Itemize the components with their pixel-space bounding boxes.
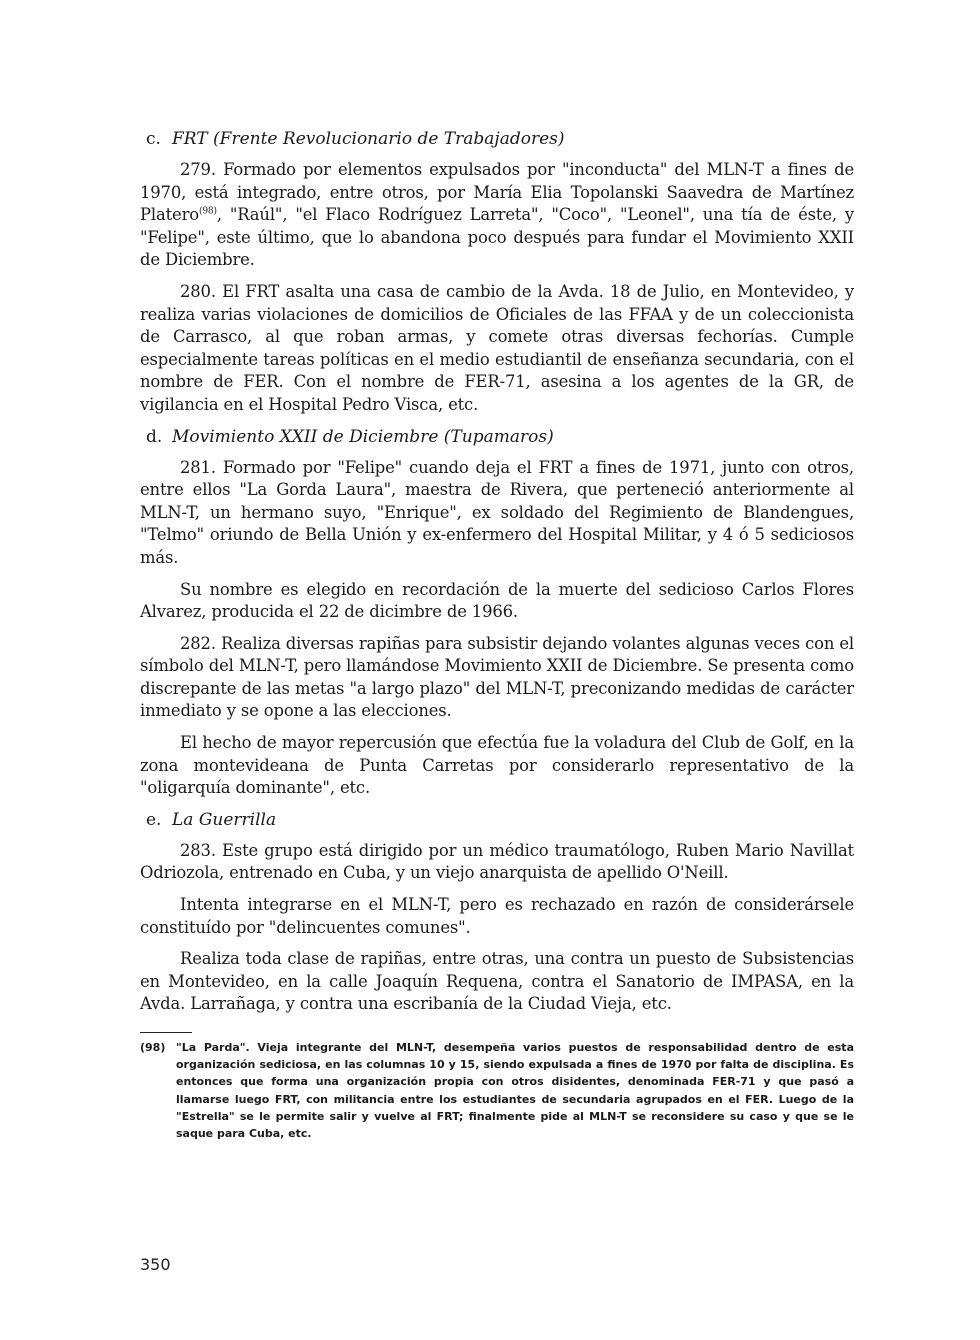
paragraph-number: 282. [180,633,216,653]
footnote-98 [140,1039,854,1142]
section-letter: e. [146,809,162,830]
section-letter: d. [146,426,163,447]
paragraph-text: Realiza diversas rapiñas para subsistir dejando volantes algunas veces con el símbolo del MLN-T, pero llamándose Movimiento XXII de Diciembre. Se presenta como discrepante de las metas "a largo plazo" del MLN-T, preconizando medidas de carácter inmediato y se opone a las elecciones. [140,633,855,721]
paragraph-text: Formado por elementos expulsados por "inconducta" del MLN-T a fines de 1970, está integrado, entre otros, por María Elia Topolanski Saavedra de Martínez Platero [140,160,854,225]
paragraph-283-continued: Intenta integrarse en el MLN-T, pero es rechazado en razón de considerársele constituído por "delincuentes comunes". [140,895,854,937]
paragraph-text: Este grupo está dirigido por un médico traumatólogo, Ruben Mario Navillat Odriozola, entrenado en Cuba, y un viejo anarquista de apellido O'Neill. [140,840,854,883]
section-title: La Guerrilla [172,809,277,830]
section-heading-c [140,128,854,150]
paragraph-number: 283. [180,840,216,860]
footnote-divider [140,1032,192,1033]
footnote-text: "La Parda". Vieja integrante del MLN-T, desempeña varios puestos de responsabilidad dentro de esta organización sediciosa, en las columnas 10 y 15, siendo expulsada a fines de 1970 por falta de disciplina. Es entonces que forma una organización propia con otros disidentes, denominada FER-71 y que pasó a llamarse luego FRT, con militancia entre los estudiantes de secundaria agrupados en el FER. Luego de la "Estrella" se le permite salir y vuelve al FRT; finalmente pide al MLN-T se reconsidere su caso y que se le saque para Cuba, etc. [176,1041,854,1141]
paragraph-number: 279. [180,160,216,179]
paragraph-280 [140,281,854,417]
page-body [140,128,854,1142]
paragraph-279 [140,159,854,272]
page-number: 350 [140,1255,171,1274]
paragraph-282 [140,633,854,723]
footnote-number: (98) [140,1041,166,1054]
section-heading-d [140,426,854,448]
paragraph-281-continued: Su nombre es elegido en recordación de la muerte del sedicioso Carlos Flores Alvarez, producida el 22 de dicimbre de 1966. [140,579,854,622]
paragraph-number: 281. [180,457,216,477]
paragraph-283-continued-2: Realiza toda clase de rapiñas, entre otras, una contra un puesto de Subsistencias en Montevideo, en la calle Joaquín Requena, contra el Sanatorio de IMPASA, en la Avda. Larrañaga, y contra una escribanía de la Ciudad Vieja, etc. [140,949,854,1014]
section-letter: c. [146,129,161,149]
paragraph-283 [140,840,854,885]
paragraph-text-cont: , "Raúl", "el Flaco Rodríguez Larreta", "Coco", "Leonel", una tía de éste, y "Felipe", este último, que lo abandona poco después para fundar el Movimiento XXII de Diciembre. [140,205,854,270]
paragraph-281 [140,457,854,570]
paragraph-282-continued: El hecho de mayor repercusión que efectúa fue la voladura del Club de Golf, en la zona montevideana de Punta Carretas por considerarlo representativo de la "oligarquía dominante", etc. [140,733,854,798]
section-title: Movimiento XXII de Diciembre (Tupamaros) [172,426,554,447]
paragraph-text: Formado por "Felipe" cuando deja el FRT a fines de 1971, junto con otros, entre ellos "La Gorda Laura", maestra de Rivera, que perteneció anteriormente al MLN-T, un hermano suyo, "Enrique", ex soldado del Regimiento de Blandengues, "Telmo" oriundo de Bella Unión y ex-enfermero del Hospital Militar, y 4 ó 5 sediciosos más. [140,457,854,567]
section-title: FRT (Frente Revolucionario de Trabajadores) [172,129,565,149]
footnote-reference[interactable]: (98) [198,206,217,217]
paragraph-number: 280. [180,281,216,301]
paragraph-text: El FRT asalta una casa de cambio de la Avda. 18 de Julio, en Montevideo, y realiza varias violaciones de domicilios de Oficiales de las FFAA y de un coleccionista de Carrasco, al que roban armas, y comete otras diversas fechorías. Cumple especialmente tareas políticas en el medio estudiantil de enseñanza secundaria, con el nombre de FER. Con el nombre de FER-71, asesina a los agentes de la GR, de vigilancia en el Hospital Pedro Visca, etc. [140,281,854,414]
section-heading-e [140,809,854,831]
